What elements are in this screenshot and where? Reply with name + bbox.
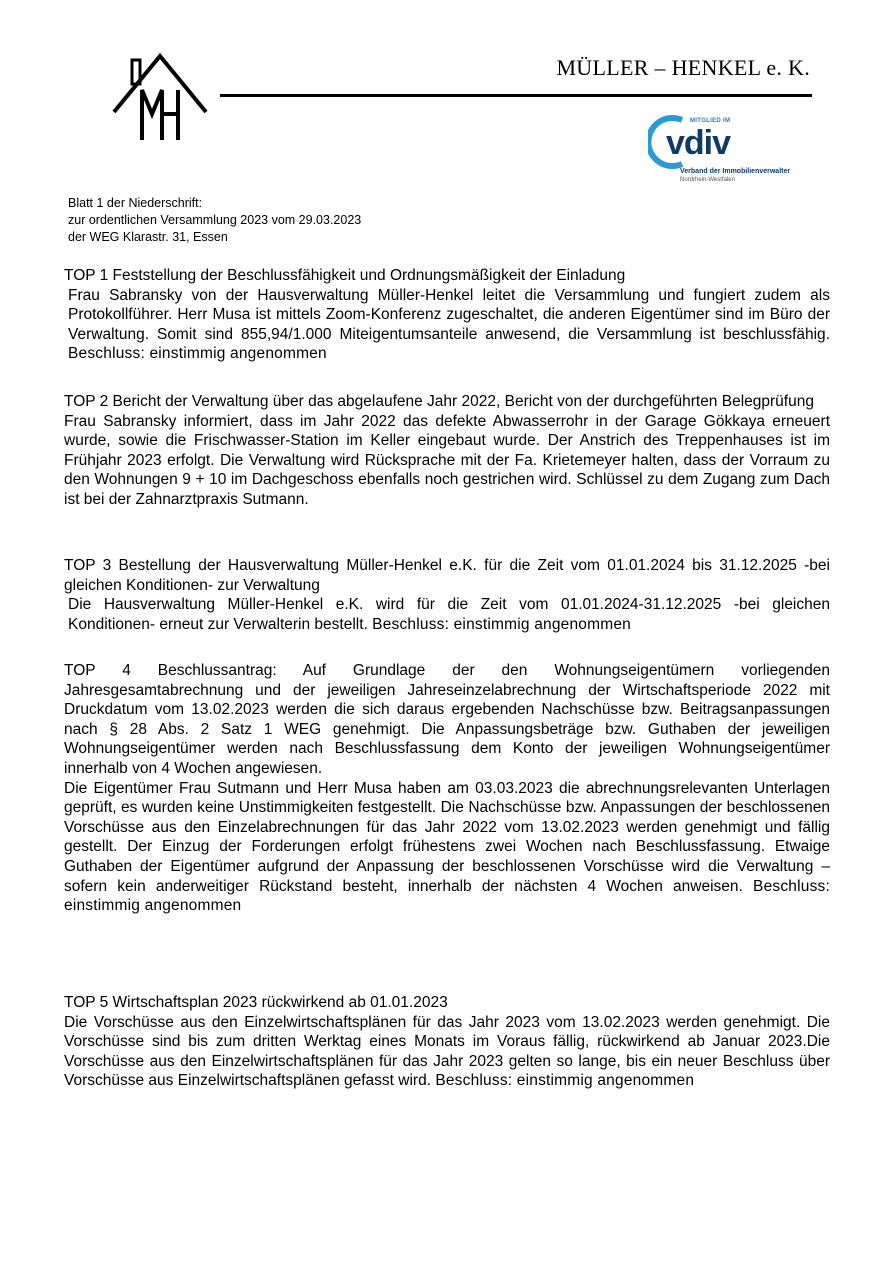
vdiv-subtitle: Verband der Immobilienverwalter xyxy=(680,168,791,175)
vdiv-wordmark: vdiv xyxy=(666,124,731,162)
meta-meeting: zur ordentlichen Versammlung 2023 vom 29.03.2023 xyxy=(68,213,362,227)
agenda-item-2 xyxy=(64,392,830,510)
agenda-item-text: Die Vorschüsse aus den Einzelwirtschaftsplänen für das Jahr 2023 vom 13.02.2023 werden genehmigt. Die Vorschüsse sind bis zum dritten Werktag eines Monats im Voraus fällig, rückwirkend ab Januar 2023.Die Vorschüsse aus den Einzelwirtschaftsplänen für das Jahr 2023 gelten so lange, bis ein neuer Beschluss über Vorschüsse aus Einzelwirtschaftsplänen gefasst wird. xyxy=(64,1013,830,1090)
decision-text: Beschluss: einstimmig angenommen xyxy=(68,345,327,363)
agenda-item-title: TOP 1 Feststellung der Beschlussfähigkeit und Ordnungsmäßigkeit der Einladung xyxy=(64,267,626,284)
vdiv-region: Nordrhein-Westfalen xyxy=(680,177,735,183)
agenda-item-title: TOP 5 Wirtschaftsplan 2023 rückwirkend ab 01.01.2023 xyxy=(64,994,448,1011)
meta-property: der WEG Klarastr. 31, Essen xyxy=(68,230,228,244)
company-name: MÜLLER – HENKEL e. K. xyxy=(556,55,810,80)
minutes-meta xyxy=(68,195,361,246)
agenda-item-title: TOP 3 Bestellung der Hausverwaltung Müller-Henkel e.K. für die Zeit vom 01.01.2024 bis 31.12.2025 -bei gleichen Konditionen- zur Verwaltung xyxy=(64,557,830,594)
decision-text: Beschluss: einstimmig angenommen xyxy=(372,615,631,633)
meta-sheet: Blatt 1 der Niederschrift: xyxy=(68,196,203,210)
agenda-item-title: TOP 4 Beschlussantrag: Auf Grundlage der den Wohnungseigentümern vorliegenden Jahresgesamtabrechnung und der jeweiligen Jahreseinzelabrechnung der Wirtschaftsperiode 2022 mit Druckdatum vom 13.02.2023 werden die sich daraus ergebenden Nachschüsse bzw. Beitragsanpassungen nach § 28 Abs. 2 Satz 1 WEG genehmigt. Die Anpassungsbeträge bzw. Guthaben der jeweiligen Wohnungseigentümer werden nach Beschlussfassung dem Konto der jeweiligen Wohnungseigentümer innerhalb von 4 Wochen angewiesen. xyxy=(64,662,830,777)
agenda-item-3 xyxy=(64,556,830,634)
agenda-item-text: Die Eigentümer Frau Sutmann und Herr Musa haben am 03.03.2023 die abrechnungsrelevanten Unterlagen geprüft, es wurden keine Unstimmigkeiten festgestellt. Die Nachschüsse bzw. Anpassungen der beschlossenen Vorschüsse aus den Einzelabrechnungen für das Jahr 2022 vom 13.02.2023 werden genehmigt und fällig gestellt. Der Einzug der Forderungen erfolgt frühestens zwei Wochen nach Beschlussfassung. Etwaige Guthaben der Eigentümer aufgrund der Anpassung der beschlossenen Vorschüsse wird die Verwaltung – sofern kein anderweitiger Rückstand besteht, innerhalb der nächsten 4 Wochen anweisen. xyxy=(64,779,830,895)
header-divider xyxy=(220,94,812,97)
agenda-item-body xyxy=(64,779,830,916)
agenda-item-text: Die Hausverwaltung Müller-Henkel e.K. wird für die Zeit vom 01.01.2024-31.12.2025 -bei gleichen Konditionen- erneut zur Verwalterin bestellt. xyxy=(68,596,830,633)
agenda-item-5 xyxy=(64,993,830,1091)
decision-text: Beschluss: einstimmig angenommen xyxy=(435,1072,695,1090)
agenda-item-1 xyxy=(64,266,830,364)
agenda-item-body xyxy=(64,286,830,364)
agenda-item-body: Frau Sabransky informiert, dass im Jahr 2022 das defekte Abwasserrohr in der Garage Gökkaya erneuert wurde, sowie die Frischwasser-Station im Keller eingebaut wurde. Der Anstrich des Treppenhauses ist im Frühjahr 2023 erfolgt. Die Verwaltung wird Rücksprache mit der Fa. Krietemeyer halten, dass der Vorraum zu den Wohnungen 9 + 10 im Dachgeschoss ebenfalls noch gestrichen wird. Schlüssel zu dem Zugang zum Dach ist bei der Zahnarztpraxis Sutmann. xyxy=(64,412,830,508)
agenda-item-4 xyxy=(64,661,830,916)
agenda-item-text: Frau Sabransky von der Hausverwaltung Müller-Henkel leitet die Versammlung und fungiert zudem als Protokollführer. Herr Musa ist mittels Zoom-Konferenz zugeschaltet, die anderen Eigentümer sind im Büro der Verwaltung. Somit sind 855,94/1.000 Miteigentumsanteile anwesend, die Versammlung ist beschlussfähig. xyxy=(68,286,830,343)
agenda-item-body xyxy=(64,595,830,634)
house-mh-logo-icon xyxy=(112,52,208,144)
decision-text: Beschluss: einstimmig angenommen xyxy=(64,877,830,915)
agenda-item-title: TOP 2 Bericht der Verwaltung über das abgelaufene Jahr 2022, Bericht von der durchgeführten Belegprüfung xyxy=(64,393,814,410)
vdiv-membership-logo xyxy=(648,114,798,184)
agenda-item-body xyxy=(64,1013,830,1091)
vdiv-top-text: MITGLIED IM xyxy=(690,118,731,124)
